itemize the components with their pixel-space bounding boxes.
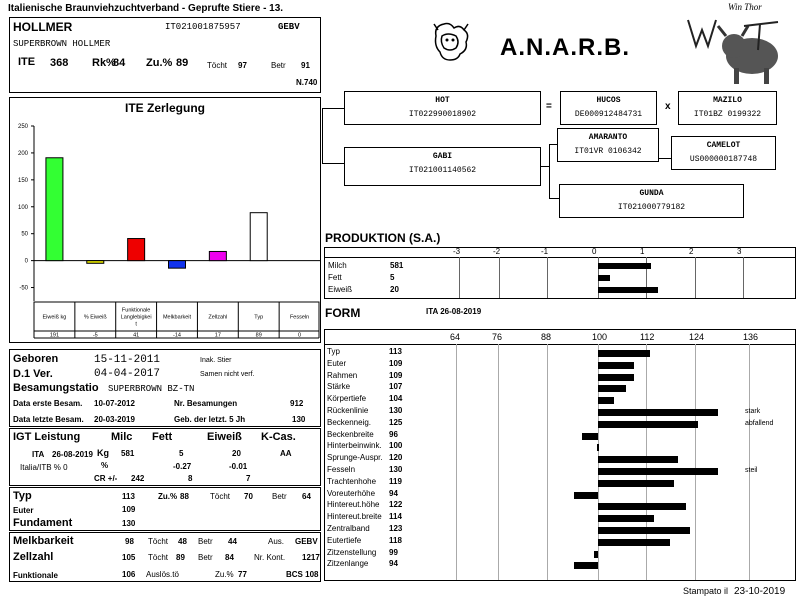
auslos-label: Auslös.tö <box>146 570 179 579</box>
funktionale-label: Funktionale <box>13 571 58 580</box>
form-bar <box>598 456 678 463</box>
sire-dam-name: MAZILO <box>713 96 742 105</box>
nr-kont-label: Nr. Kont. <box>254 553 286 562</box>
igt-pct-eiw: -0.01 <box>229 462 248 471</box>
igt-kg-fett: 5 <box>179 449 184 458</box>
typ-tocht-value: 70 <box>244 492 253 501</box>
rk-label: Rk% <box>92 57 116 69</box>
form-bar <box>598 362 634 369</box>
form-row-label: Beckenneig. <box>327 417 372 427</box>
dam-sire-name: AMARANTO <box>588 133 628 142</box>
form-title: FORM <box>325 306 361 320</box>
form-bar <box>597 444 599 451</box>
value-label-5: 89 <box>255 332 262 339</box>
form-row-label: Zitzenlange <box>327 559 369 569</box>
ite-bar-chart <box>10 98 320 340</box>
bull-code: IT021001875957 <box>165 22 241 32</box>
typ-zu-label: Zu.% <box>158 492 178 501</box>
zellzahl-value: 105 <box>122 553 136 562</box>
bar-1 <box>87 261 104 264</box>
letzte-label: Data letzte Besam. <box>13 415 84 424</box>
production-bar <box>598 263 651 269</box>
igt-pct-label: % <box>101 461 109 470</box>
dam-dam-box[interactable] <box>559 184 744 218</box>
ite-chart-title: ITE Zerlegung <box>124 101 205 115</box>
form-row-label: Rückenlinie <box>327 406 369 415</box>
winthor-logo-text: Win Thor <box>728 2 762 12</box>
melk-aus-value: GEBV <box>295 537 318 546</box>
form-row-value: 99 <box>389 547 398 557</box>
dam-dam-code: IT021000779182 <box>617 203 686 212</box>
bull-name: HOLLMER <box>13 20 73 34</box>
dam-sire-box[interactable] <box>557 128 659 162</box>
zellzahl-tocht-label: Töcht <box>148 553 169 562</box>
geb5-value: 130 <box>292 415 306 424</box>
dam-name: GABI <box>432 152 453 161</box>
stamp-date: 23-10-2019 <box>734 586 786 597</box>
form-scale-label: 88 <box>541 332 552 342</box>
form-row-label: Rahmen <box>327 370 358 380</box>
form-row-value: 120 <box>389 453 403 463</box>
form-scale-label: 136 <box>743 332 759 342</box>
form-row-note: steil <box>745 467 758 474</box>
form-row-value: 100 <box>389 441 403 451</box>
form-bar <box>598 374 634 381</box>
y-tick-label: 250 <box>17 124 28 130</box>
zellzahl-betr-value: 84 <box>225 553 234 562</box>
form-bar <box>598 385 626 392</box>
form-row-value: 104 <box>389 394 403 404</box>
erste-label: Data erste Besam. <box>13 399 83 408</box>
dam-sire-sire-box[interactable] <box>671 136 776 170</box>
typ-zu-value: 88 <box>180 492 189 501</box>
sire-sire-code: DE000912484731 <box>574 110 643 119</box>
form-row-value: 107 <box>389 382 403 392</box>
form-row-value: 109 <box>389 358 403 368</box>
igt-title: IGT Leistung <box>13 431 81 443</box>
form-row-value: 94 <box>389 488 398 498</box>
zu-label: Zu.% <box>146 57 173 69</box>
form-row-value: 119 <box>389 476 402 486</box>
form-scale-label: 76 <box>492 332 503 342</box>
igt-ita-date: 26-08-2019 <box>52 450 93 459</box>
zu-value: 89 <box>176 57 189 69</box>
pedigree-equals: = <box>546 101 552 112</box>
category-label-1: % Eiweiß <box>83 314 107 321</box>
igt-kg-milc: 581 <box>121 449 135 458</box>
y-tick-label: 100 <box>17 204 28 211</box>
form-bar <box>598 480 674 487</box>
betr-value: 91 <box>301 61 310 70</box>
typ-betr-label: Betr <box>272 492 287 501</box>
form-row-label: Eutertiefe <box>327 535 362 545</box>
form-row-label: Zentralband <box>327 524 370 533</box>
bar-4 <box>209 251 226 260</box>
melk-tocht-label: Töcht <box>148 537 169 546</box>
production-scale-label: 2 <box>689 247 694 256</box>
nr-kont-value: 1217 <box>302 553 320 562</box>
form-row-value: 130 <box>389 465 403 474</box>
dam-dam-name: GUNDA <box>639 189 664 198</box>
bar-3 <box>169 261 186 269</box>
form-row-label: Voreuterhöhe <box>327 488 376 498</box>
value-label-2: 41 <box>133 332 140 339</box>
typ-betr-value: 64 <box>302 492 311 501</box>
category-label-4: Zellzahl <box>208 314 228 321</box>
fundament-label: Fundament <box>13 517 73 529</box>
form-row-label: Hintereut.höhe <box>327 500 380 510</box>
dam-sire-code: IT01VR 0106342 <box>574 147 642 156</box>
y-tick-label: 150 <box>17 177 28 184</box>
besam-label: Besamungstatio <box>13 382 99 394</box>
igt-italia-label: Italia/ITB % 0 <box>20 463 68 472</box>
form-bar <box>582 433 598 440</box>
production-scale-label: -3 <box>453 247 461 256</box>
form-bar <box>598 397 614 404</box>
igt-kg-eiw: 20 <box>232 449 241 458</box>
form-bar <box>598 527 690 534</box>
anarb-logo-text: A.N.A.R.B. <box>500 34 630 61</box>
value-label-1: -5 <box>92 332 98 339</box>
value-label-6: 0 <box>298 332 302 339</box>
category-label-3: Melkbarkeit <box>162 314 192 321</box>
typ-label: Typ <box>13 490 32 502</box>
category-label-2: Langlebigkei <box>120 314 152 321</box>
production-rows <box>325 259 795 299</box>
y-tick-label: 50 <box>21 231 28 238</box>
rk-value: 84 <box>113 57 126 69</box>
form-rows <box>325 347 795 580</box>
melk-tocht-value: 48 <box>178 537 187 546</box>
form-row-value: 118 <box>389 535 402 545</box>
form-row-value: 130 <box>389 406 403 415</box>
melk-betr-label: Betr <box>198 537 213 546</box>
melk-label: Melkbarkeit <box>13 535 74 547</box>
nr-besam-value: 912 <box>290 399 304 408</box>
zellzahl-label: Zellzahl <box>13 551 54 563</box>
category-label-6: Fesseln <box>289 314 310 321</box>
dam-sire-sire-name: CAMELOT <box>706 141 741 150</box>
pedigree-cross: x <box>665 101 671 112</box>
igt-cr-label: CR +/- <box>94 474 118 483</box>
form-bar <box>598 515 654 522</box>
form-bar <box>594 551 598 558</box>
form-row-value: 109 <box>389 370 403 380</box>
value-label-3: -14 <box>173 332 181 339</box>
form-date: ITA 26-08-2019 <box>426 307 482 316</box>
bar-2 <box>128 239 145 261</box>
production-bar <box>598 287 658 293</box>
d1-note: Samen nicht verf. <box>200 371 255 378</box>
form-panel <box>324 329 796 581</box>
sire-sire-box[interactable] <box>560 91 657 125</box>
igt-ita-label: ITA <box>32 450 45 459</box>
igt-cr-eiw: 7 <box>246 474 251 483</box>
form-bar <box>598 409 718 416</box>
melk-panel <box>9 532 321 582</box>
form-row-note: stark <box>745 408 761 415</box>
winthor-logo-icon <box>682 12 794 88</box>
category-label-5: Typ <box>254 314 264 321</box>
sire-box[interactable] <box>344 91 541 125</box>
form-row-label: Stärke <box>327 382 351 392</box>
zellzahl-betr-label: Betr <box>198 553 213 562</box>
igt-kg-label: Kg <box>97 448 109 458</box>
form-row-label: Sprunge-Auspr. <box>327 453 383 463</box>
production-scale-label: 0 <box>592 247 597 256</box>
d1-date: 04-04-2017 <box>94 368 161 380</box>
bar-0 <box>46 158 63 261</box>
euter-label: Euter <box>13 506 34 515</box>
form-row-label: Hinterbeinwink. <box>327 441 382 451</box>
bull-gebv: GEBV <box>278 22 300 32</box>
production-row-value: 581 <box>390 261 404 270</box>
form-row-label: Trachtenhohe <box>327 476 377 486</box>
d1-label: D.1 Ver. <box>13 368 53 380</box>
form-bar <box>598 421 698 428</box>
sire-code: IT022990018902 <box>408 110 477 119</box>
n-value: N.740 <box>296 78 318 87</box>
form-bar <box>598 468 718 475</box>
form-row-value: 113 <box>389 347 402 356</box>
production-row-value: 5 <box>390 273 395 282</box>
form-row-value: 114 <box>389 512 402 522</box>
bar-5 <box>250 213 267 261</box>
funktionale-value: 106 <box>122 570 136 579</box>
igt-milc-header: Milc <box>111 431 133 443</box>
form-bar <box>574 562 598 569</box>
sire-name: HOT <box>435 96 450 105</box>
form-scale-label: 64 <box>450 332 461 342</box>
igt-fett-header: Fett <box>152 431 173 443</box>
melk-aus-label: Aus. <box>268 537 285 546</box>
value-label-0: 191 <box>49 332 60 339</box>
y-tick-label: 0 <box>24 258 28 265</box>
form-row-value: 125 <box>389 417 403 427</box>
dam-box[interactable] <box>344 147 541 186</box>
erste-value: 10-07-2012 <box>94 399 135 408</box>
production-scale-label: 1 <box>640 247 645 256</box>
info-panel <box>9 349 321 427</box>
ite-label: ITE <box>18 56 36 68</box>
form-bar <box>598 503 686 510</box>
form-row-label: Fesseln <box>327 465 356 474</box>
ite-chart-panel <box>9 97 321 343</box>
tocht-label: Töcht <box>207 61 228 70</box>
production-scale-label: 3 <box>737 247 742 256</box>
geboren-note: Inak. Stier <box>200 357 232 364</box>
ite-value: 368 <box>50 57 69 69</box>
form-row-note: abfallend <box>745 419 774 427</box>
form-row-value: 123 <box>389 524 403 533</box>
typ-tocht-label: Töcht <box>210 492 231 501</box>
tocht-value: 97 <box>238 61 247 70</box>
typ-value: 113 <box>122 492 135 501</box>
value-label-4: 17 <box>214 332 221 339</box>
fundament-value: 130 <box>122 519 136 528</box>
nr-besam-label: Nr. Besamungen <box>174 399 238 408</box>
igt-kg-kcas: AA <box>280 449 292 458</box>
production-row-value: 20 <box>390 285 399 294</box>
bull-id-panel <box>9 17 321 93</box>
category-label-2: t <box>135 321 137 328</box>
melk-value: 98 <box>125 537 134 546</box>
form-row-label: Zitzenstellung <box>327 547 377 557</box>
zellzahl-tocht-value: 89 <box>176 553 185 562</box>
sire-dam-box[interactable] <box>678 91 777 125</box>
production-row-label: Eiweiß <box>328 285 353 294</box>
production-bar <box>598 275 610 281</box>
igt-pct-fett: -0.27 <box>173 462 192 471</box>
funk-zu-value: 77 <box>238 570 247 579</box>
stamp-label: Stampato il <box>683 586 729 596</box>
production-row-label: Milch <box>328 261 347 270</box>
production-scale-label: -1 <box>541 247 549 256</box>
category-label-2: Funktionale <box>121 307 151 314</box>
betr-label: Betr <box>271 61 286 70</box>
bcs-value: BCS 108 <box>286 570 319 579</box>
typ-panel <box>9 487 321 531</box>
melk-betr-value: 44 <box>228 537 237 546</box>
geboren-label: Geboren <box>13 353 59 365</box>
dam-sire-sire-code: US000000187748 <box>689 155 758 164</box>
form-row-label: Euter <box>327 358 347 368</box>
form-scale-label: 100 <box>592 332 608 342</box>
form-row-value: 96 <box>389 429 398 439</box>
geb5-label: Geb. der letzt. 5 Jh <box>174 415 246 424</box>
sire-sire-name: HUCOS <box>596 96 621 105</box>
form-row-label: Typ <box>327 347 340 356</box>
besam-value: SUPERBROWN BZ-TN <box>108 384 195 394</box>
igt-cr-fett: 8 <box>188 474 193 483</box>
igt-kcas-header: K-Cas. <box>261 431 296 443</box>
form-bar <box>574 492 598 499</box>
form-row-label: Beckenbreite <box>327 429 374 439</box>
geboren-date: 15-11-2011 <box>94 354 161 366</box>
form-row-value: 94 <box>389 559 398 569</box>
form-row-value: 122 <box>389 500 403 510</box>
anarb-logo-icon <box>430 20 474 64</box>
production-title: PRODUKTION (S.A.) <box>325 231 441 245</box>
letzte-value: 20-03-2019 <box>94 415 135 424</box>
form-bar <box>598 350 650 357</box>
form-row-label: Körpertiefe <box>327 394 367 404</box>
form-row-label: Hintereut.breite <box>327 512 382 522</box>
igt-cr-milc: 242 <box>131 474 145 483</box>
production-panel <box>324 247 796 299</box>
production-row-label: Fett <box>328 273 342 282</box>
y-tick-label: 200 <box>17 150 28 157</box>
igt-panel <box>9 428 321 486</box>
form-scale-label: 124 <box>689 332 705 342</box>
y-tick-label: -50 <box>19 285 28 292</box>
euter-value: 109 <box>122 505 136 514</box>
dam-code: IT021001140562 <box>408 166 477 175</box>
category-label-0: Eiweiß kg <box>42 314 67 321</box>
production-scale-label: -2 <box>493 247 501 256</box>
funk-zu-label: Zu.% <box>215 570 234 579</box>
form-bar <box>598 539 670 546</box>
igt-eiweiss-header: Eiweiß <box>207 431 242 443</box>
form-scale-label: 112 <box>640 332 655 342</box>
bull-fullname: SUPERBROWN HOLLMER <box>13 39 111 49</box>
document-title: Italienische Braunviehzuchtverband - Geprufte Stiere - 13. <box>8 3 284 14</box>
sire-dam-code: IT01BZ 0199322 <box>693 110 762 119</box>
